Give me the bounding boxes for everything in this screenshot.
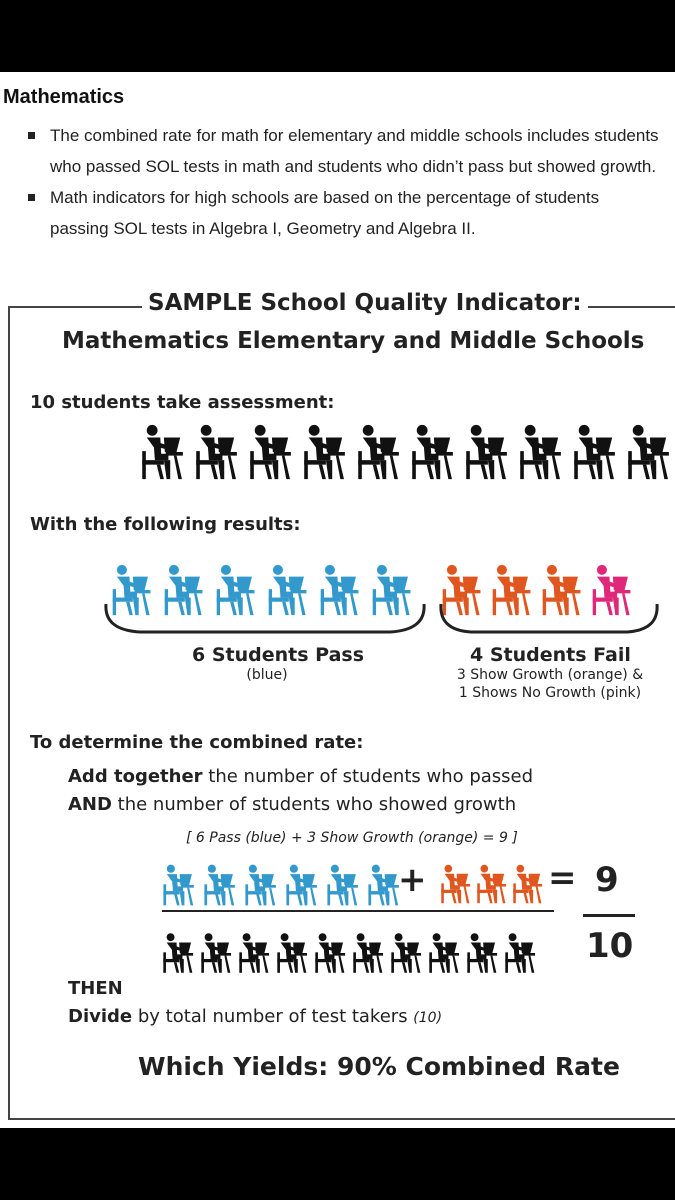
student-icon: [390, 932, 423, 974]
equals-sign: =: [548, 858, 577, 898]
student-icon: [302, 424, 348, 480]
result-text: Which Yields: 90% Combined Rate: [138, 1052, 620, 1081]
step3-label: To determine the combined rate:: [30, 732, 364, 753]
step1-label: 10 students take assessment:: [30, 392, 335, 413]
student-icon: [367, 864, 401, 906]
fail-label: 4 Students Fail: [470, 644, 631, 666]
student-icon: [410, 424, 456, 480]
student-icon: [276, 932, 309, 974]
student-icon: [285, 864, 319, 906]
pass-label: 6 Students Pass: [192, 644, 365, 666]
student-icon: [440, 864, 472, 904]
pass-brace: [100, 600, 430, 640]
step2-label: With the following results:: [30, 514, 301, 535]
student-icon: [326, 864, 360, 906]
student-icon: [356, 424, 402, 480]
bullet-item: The combined rate for math for elementary and middle schools includes students who passed SOL tests in math and students who didn’t pass but showed growth.: [0, 120, 660, 182]
student-icon: [626, 424, 672, 480]
student-icon: [244, 864, 278, 906]
fail-sub2: 1 Shows No Growth (pink): [458, 685, 642, 701]
fail-sub1: 3 Show Growth (orange) &: [456, 667, 644, 683]
add-bold2: AND: [68, 794, 112, 815]
student-icon: [162, 932, 195, 974]
student-icon: [352, 932, 385, 974]
then-label: THEN: [68, 978, 123, 999]
student-icon: [476, 864, 508, 904]
student-icon: [194, 424, 240, 480]
add-line2: [68, 794, 516, 815]
numerator-blue-row: [162, 864, 401, 906]
add-line1: [68, 766, 533, 787]
divide-note: (10): [413, 1010, 443, 1026]
student-icon: [572, 424, 618, 480]
student-icon: [238, 932, 271, 974]
title-line1: SAMPLE School Quality Indicator:: [142, 290, 588, 316]
denominator-row: [162, 932, 537, 974]
student-icon: [200, 932, 233, 974]
numerator-orange-row: [440, 864, 544, 904]
student-icon: [464, 424, 510, 480]
student-icon: [203, 864, 237, 906]
student-icon: [140, 424, 186, 480]
total-students-row: [140, 424, 672, 480]
bullet-list: [0, 120, 660, 244]
add-rest1: the number of students who passed: [202, 766, 534, 787]
plus-sign: +: [398, 860, 427, 900]
bullet-item: Math indicators for high schools are based on the percentage of students passing SOL tests in Algebra I, Geometry and Algebra II.: [0, 182, 660, 244]
bracket-note: [ 6 Pass (blue) + 3 Show Growth (orange) = 9 ]: [186, 830, 518, 846]
fraction-bar-right: [583, 914, 635, 917]
add-rest2: the number of students who showed growth: [111, 794, 517, 815]
divide-rest: by total number of test takers: [132, 1006, 414, 1027]
divide-bold: Divide: [68, 1006, 133, 1027]
fraction-denominator: 10: [586, 926, 634, 966]
fail-brace: [435, 600, 665, 640]
student-icon: [512, 864, 544, 904]
student-icon: [162, 864, 196, 906]
add-bold1: Add together: [68, 766, 203, 787]
student-icon: [248, 424, 294, 480]
fraction-bar-left: [162, 910, 554, 912]
title-line2: Mathematics Elementary and Middle Schools: [62, 328, 645, 354]
student-icon: [504, 932, 537, 974]
divide-line: [68, 1006, 442, 1027]
student-icon: [466, 932, 499, 974]
student-icon: [518, 424, 564, 480]
student-icon: [314, 932, 347, 974]
section-title: Mathematics: [3, 86, 125, 108]
pass-sub: (blue): [246, 667, 288, 683]
student-icon: [428, 932, 461, 974]
fraction-numerator: 9: [595, 860, 619, 900]
page: [0, 72, 675, 1128]
